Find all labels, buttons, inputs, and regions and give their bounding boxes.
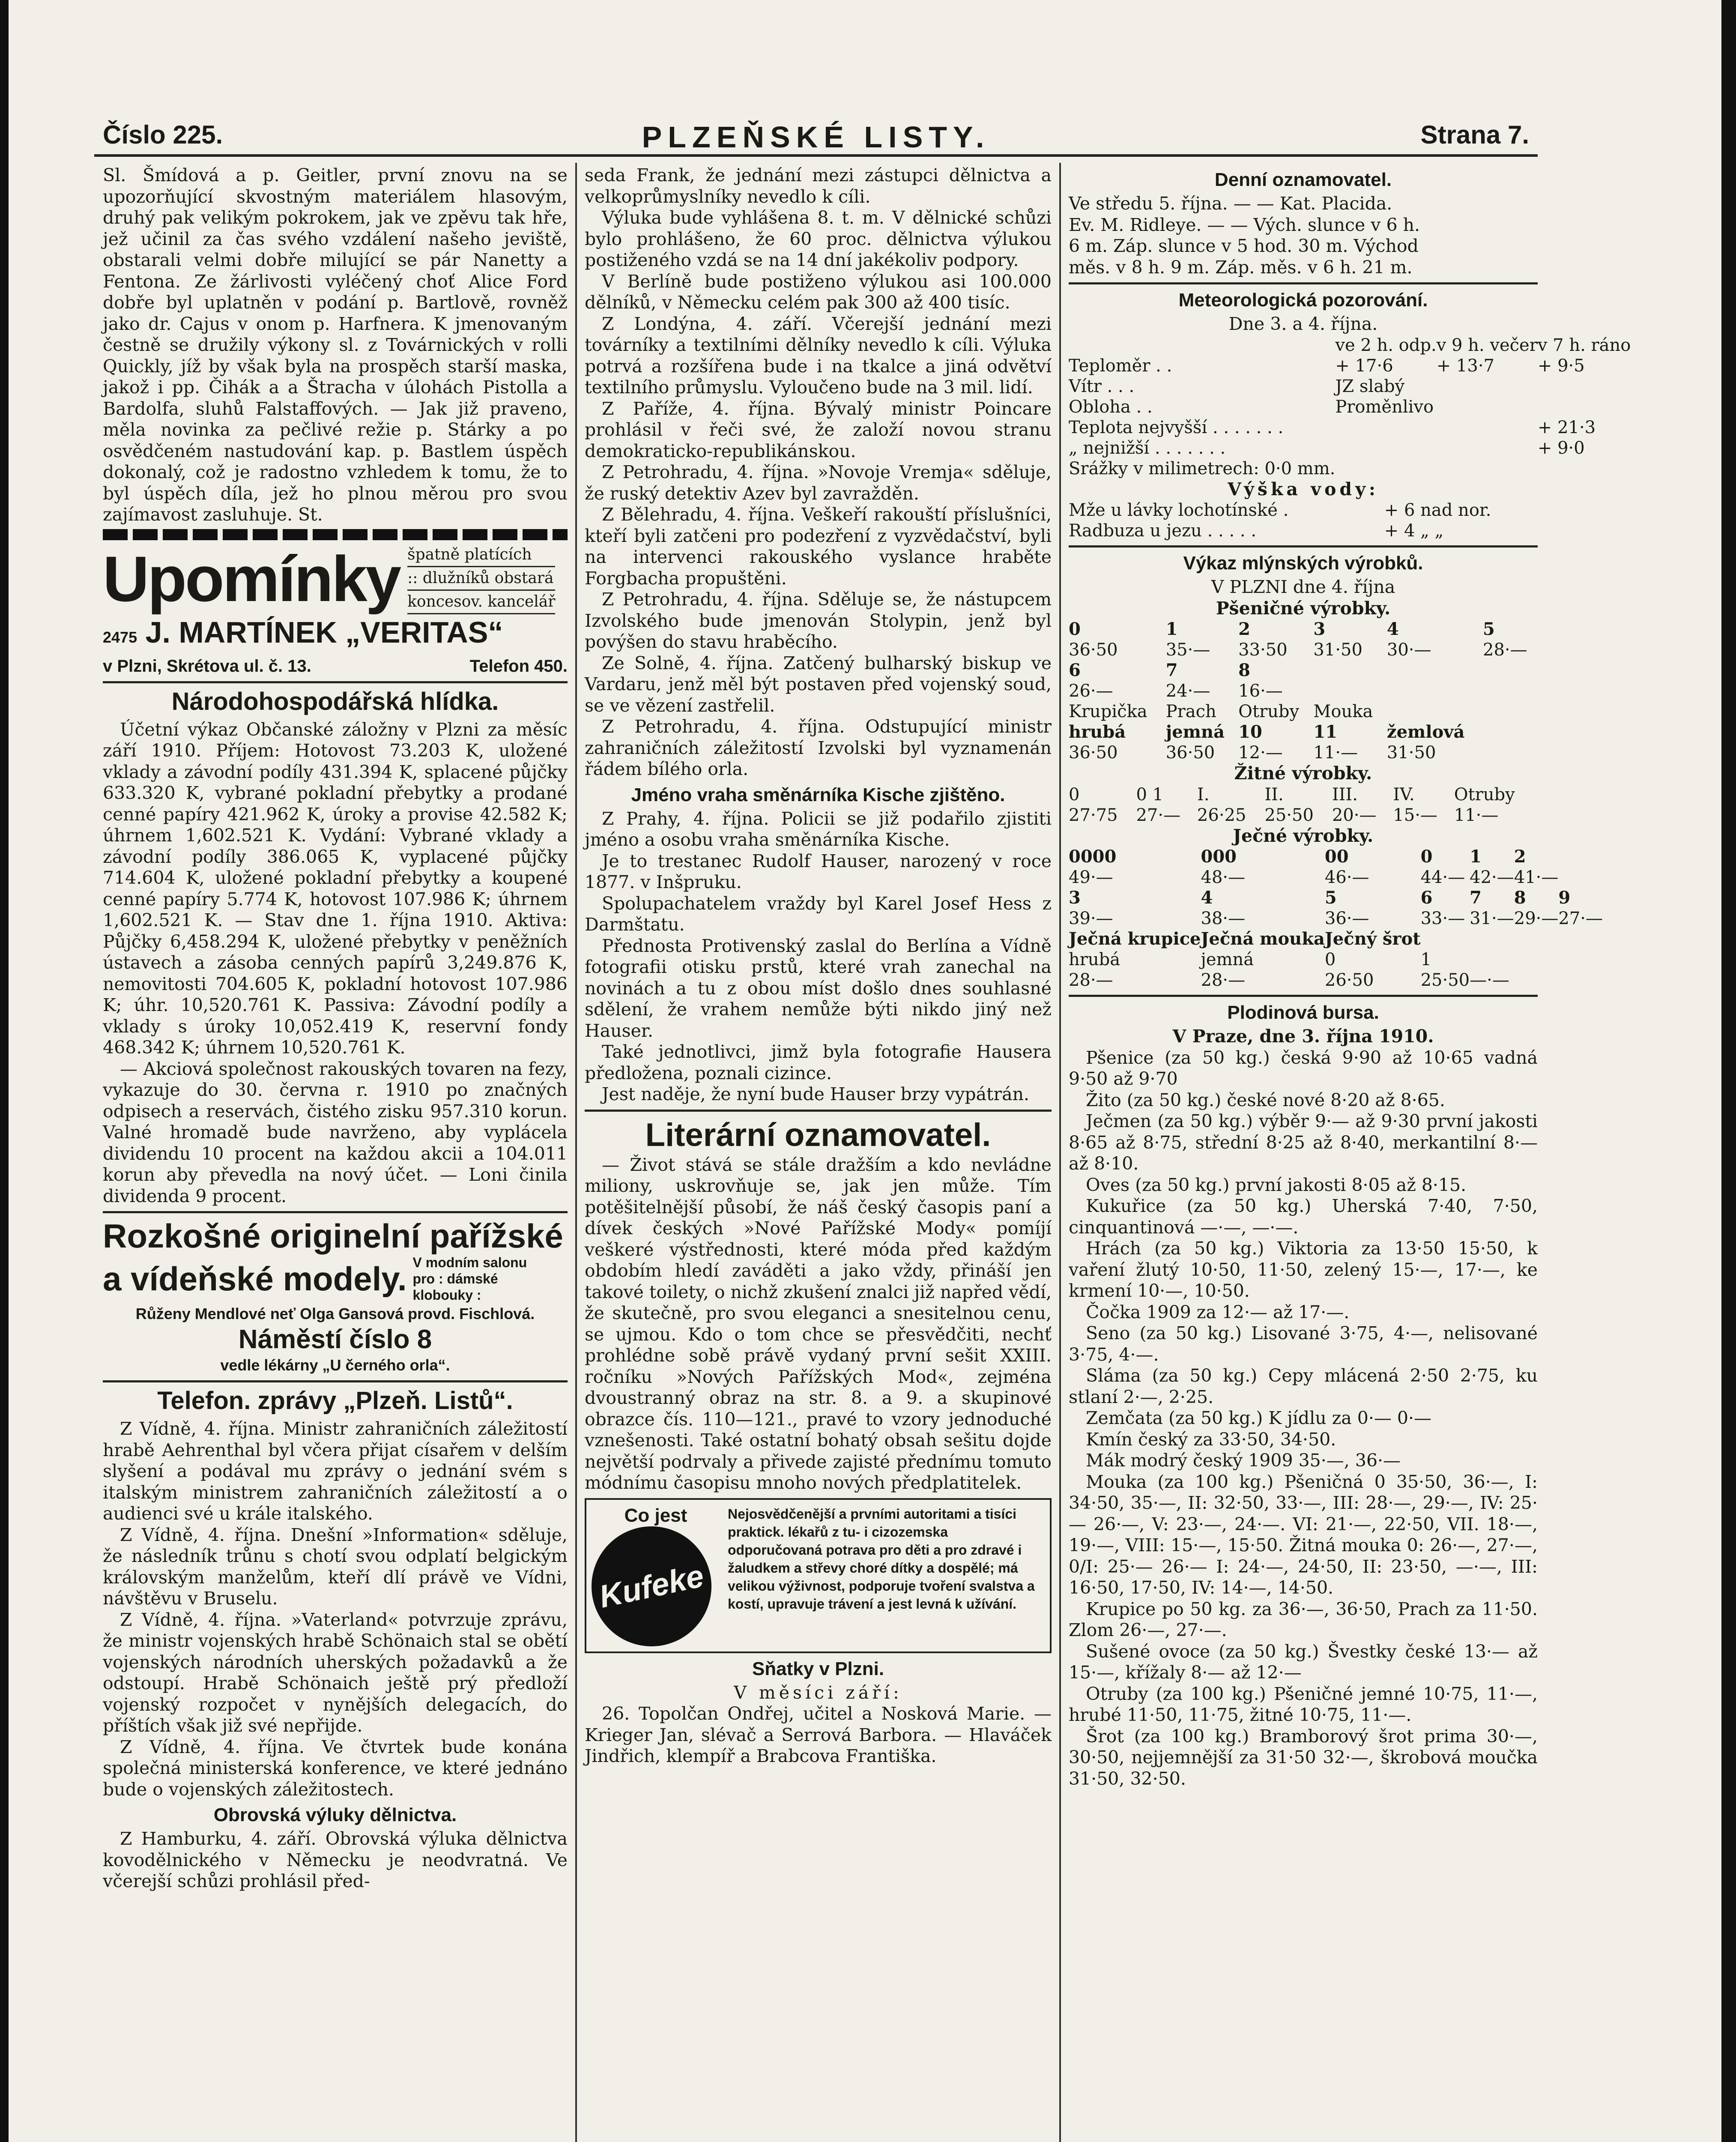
- table-cell: [1437, 438, 1538, 458]
- table-cell: IV.: [1393, 784, 1415, 805]
- article-text: seda Frank, že jednání mezi zástupci dělnictva a velkoprůmyslníky nevedlo k cíli.: [585, 165, 1052, 207]
- daily-line: měs. v 8 h. 9 m. Záp. měs. v 6 h. 21 m.: [1069, 257, 1413, 278]
- commodity-price: Šrot (za 100 kg.) Bramborový šrot prima 30·—, 30·50, nejjemnější za 31·50 32·—, škrobová moučka 31·50, 32·50.: [1069, 1726, 1538, 1789]
- ad-kufeke: [585, 1498, 1052, 1653]
- table-cell: [1437, 376, 1538, 397]
- table-cell: 25·50: [1264, 805, 1314, 825]
- table-cell: [1335, 417, 1436, 438]
- ad-upominky: [103, 544, 568, 677]
- commodity-price: Pšenice (za 50 kg.) česká 9·90 až 10·65 vadná 9·50 až 9·70: [1069, 1047, 1538, 1089]
- article-text: — Akciová společnost rakouských tovaren na fezy, vykazuje do 30. června r. 1910 po značných odpisech a reservách, čistého zisku 957.310 korun. Valné hromadě bude navrženo, aby vyplácela dividendu 10 procent na každou akcii a 104.011 korun aby převedla na nový účet. — Loni činila dividenda 9 procent.: [103, 1058, 568, 1206]
- table-cell: + 21·3: [1537, 417, 1596, 437]
- table-cell: 11·—: [1313, 743, 1358, 763]
- table-cell: 28·—: [1483, 640, 1527, 660]
- meteo-row: [1069, 376, 1631, 397]
- sub-heading: Pšeničné výrobky.: [1216, 598, 1391, 619]
- ad-side-line: špatně platících: [407, 544, 555, 567]
- section-heading: Denní oznamovatel.: [1214, 169, 1392, 190]
- table-cell: 7: [1165, 660, 1178, 680]
- rye-values: [1069, 805, 1538, 826]
- table-cell: 30·—: [1386, 640, 1431, 660]
- daily-line: Ve středu 5. října. — — Kat. Placida.: [1069, 193, 1392, 214]
- sub-heading: Ječné výrobky.: [1233, 825, 1374, 846]
- table-cell: 6: [1420, 888, 1433, 908]
- newspaper-page: [94, 107, 1631, 2142]
- wheat-values: [1069, 681, 1538, 701]
- table-cell: 000: [1201, 847, 1237, 867]
- barley-header: [1069, 949, 1603, 970]
- newspaper-title: PLZEŇSKÉ LISTY.: [642, 120, 990, 154]
- issue-number: Číslo 225.: [103, 120, 223, 149]
- article-text: Z Bělehradu, 4. října. Veškeří rakouští příslušníci, kteří byli zatčeni pro podezření z vyzvědačství, byli na intervenci rakouského vyslance hraběte Forgbacha propuštěni.: [585, 504, 1052, 589]
- table-cell: 4: [1201, 888, 1213, 908]
- table-cell: 26·25: [1197, 805, 1246, 825]
- article-text: Jest naděje, že nyní bude Hauser brzy vypátrán.: [602, 1084, 1030, 1104]
- table-cell: Teplota nejvyšší . . . . . . .: [1069, 417, 1284, 437]
- article-text: — Život stává se stále dražším a kdo nevládne miliony, uskrovňuje se, jak jen může. Tím potěšitelnější působí, že náš český časopis paní a dívek českých »Nové Pařížské Mody« pomíjí veškeré výstřednosti, které móda před každým obdobím hledí zaváděti a jako vždy, přináší jen takové toilety, o nichž zkušení znalci již napřed vědí, že skutečně, pro svou eleganci a snesitelnou cenu, se ujmou. Kdo o tom chce se přesvědčiti, nechť prohlédne sobě právě vydaný první sešit XXIII. ročníku »Nových Pařížských Mod«, zejména dvoustranný obraz na str. 8. a 9. a skupinové obrazce čís. 110—121., pravé to vzory jednoduché vznešenosti. Také ostatní bohatý obsah sešitu dojde největší podrvaly a přivede zajisté přednímu tomuto módnímu časopisu mnoho nových předplatitelek.: [585, 1154, 1052, 1493]
- section-heading: Národohospodářská hlídka.: [171, 687, 499, 715]
- ad-rozkosne-line: Náměstí číslo 8: [238, 1325, 432, 1354]
- table-cell: 3: [1313, 619, 1326, 639]
- table-cell: 25·50: [1420, 970, 1470, 990]
- table-cell: 42·—: [1470, 868, 1514, 887]
- table-cell: + 9·0: [1537, 438, 1585, 458]
- ad-kufeke-text: Nejosvědčenější a prvními autoritami a tisíci praktick. lékařů z tu- i cizozemska odporučovaná potrava pro děti a pro zdravé i žaludkem a střevy choré dítky a dospělé; má velikou výživnost, podporuje tvoření svalstva a kostí, upravuje trávení a jest levná k užívání.: [728, 1506, 1035, 1612]
- table-cell: 28·—: [1069, 970, 1113, 990]
- wheat-header: [1069, 722, 1538, 742]
- table-cell: Mže u lávky lochotínské .: [1069, 500, 1289, 520]
- table-cell: Mouka: [1313, 702, 1373, 721]
- table-cell: ve 2 h. odp.: [1335, 335, 1437, 355]
- commodity-price: Mouka (za 100 kg.) Pšeničná 0 35·50, 36·—, I: 34·50, 35·—, II: 32·50, 33·—, III: 28·—, 29·—, IV: 25·— 26·—, V: 23·—, 24·—. VI: 21·—, 22·50, VII. 18·—, 19·—, VIII: 15·—, 15·50. Žitná mouka 0: 26·—, 27·—, 0/I: 25·— 26·— I: 24·—, 24·50, II: 23·50, —·—, III: 16·50, 17·50, IV: 14·—, 14·50.: [1069, 1471, 1538, 1598]
- column-3: [1069, 165, 1631, 2142]
- article-text: Z Londýna, 4. září. Včerejší jednání mezi továrníky a textilními dělníky nevedlo k cíli. Výluka potrvá a rozšířena bude i na tkalce a jiná odvětví textilního průmyslu. Vyloučeno bude na 3 mil. lidí.: [585, 313, 1052, 398]
- table-cell: 27·75: [1069, 805, 1118, 825]
- table-cell: 12·—: [1238, 743, 1283, 763]
- table-cell: 8: [1514, 888, 1526, 908]
- table-cell: [1335, 458, 1436, 479]
- meteo-row: [1069, 417, 1631, 438]
- barley-header: [1069, 847, 1603, 867]
- table-cell: jemná: [1165, 722, 1225, 742]
- table-cell: 27·—: [1558, 909, 1603, 928]
- meteo-table: [1069, 335, 1631, 479]
- section-heading: Plodinová bursa.: [1227, 1002, 1379, 1023]
- section-heading: Meteorologická pozorování.: [1178, 290, 1428, 311]
- table-cell: 2: [1238, 619, 1251, 639]
- table-cell: + 17·6: [1335, 356, 1393, 376]
- bursa-date: V Praze, dne 3. října 1910.: [1172, 1026, 1434, 1047]
- table-cell: Ječná mouka: [1201, 929, 1325, 949]
- commodity-price: Čočka 1909 za 12·— až 17·—.: [1086, 1301, 1350, 1322]
- table-cell: 31·—: [1470, 909, 1514, 928]
- article-text: Z Vídně, 4. října. Ministr zahraničních záležitostí hrabě Aehrenthal byl včera přijat císařem v delším slyšení a podával mu zprávy o jednání svém s italským ministrem zahraničních záležitostí a o audienci své u krále italského.: [103, 1418, 568, 1524]
- sub-heading: Jméno vraha směnárníka Kische zjištěno.: [631, 784, 1005, 805]
- wheat-header: [1069, 619, 1538, 640]
- table-cell: + 9·5: [1537, 356, 1585, 376]
- article-text: Je to trestanec Rudolf Hauser, narozený v roce 1877. v Inšpruku.: [585, 850, 1052, 892]
- article-text: Ze Solně, 4. října. Zatčený bulharský biskup ve Vardaru, jenž měl být postaven před vojenský soud, se ve vězení zastřelil.: [585, 652, 1052, 716]
- table-cell: 31·50: [1313, 640, 1363, 660]
- commodity-prices: [1069, 1047, 1538, 1790]
- commodity-price: Žito (za 50 kg.) české nové 8·20 až 8·65.: [1086, 1089, 1445, 1110]
- article-text: Z Vídně, 4. října. Ve čtvrtek bude konána společná ministerská konference, ve které jednáno bude o vojenských záležitostech.: [103, 1736, 568, 1800]
- ad-border: [103, 529, 568, 540]
- table-cell: v 9 h. večer: [1436, 335, 1538, 355]
- article-text: Také jednotlivci, jimž byla fotografie Hausera předložena, poznali cizince.: [585, 1041, 1052, 1083]
- table-cell: 24·—: [1165, 681, 1210, 701]
- column-divider: [575, 163, 577, 2142]
- table-cell: 0 1: [1136, 784, 1164, 805]
- ad-phone: Telefon 450.: [469, 656, 568, 676]
- kufeke-logo-text: Kufeke: [596, 1558, 707, 1615]
- column-1: [103, 165, 568, 2142]
- column-2: [585, 165, 1052, 2142]
- table-cell: 15·—: [1393, 805, 1437, 825]
- commodity-price: Zemčata (za 50 kg.) K jídlu za 0·— 0·—: [1086, 1408, 1432, 1428]
- table-cell: 8: [1238, 660, 1251, 680]
- table-cell: [1437, 397, 1538, 417]
- kufeke-logo: [580, 1515, 723, 1657]
- ad-upominky-title: Upomínky: [103, 543, 400, 615]
- ad-side-line: :: dlužníků obstará: [407, 567, 555, 591]
- sub-heading: Výška vody:: [1227, 479, 1379, 500]
- ad-upominky-side: [407, 544, 555, 614]
- table-cell: 4: [1386, 619, 1399, 639]
- section-heading: Výkaz mlýnských výrobků.: [1183, 553, 1423, 574]
- rye-header: [1069, 784, 1538, 805]
- table-cell: 39·—: [1069, 909, 1113, 928]
- table-cell: 2: [1514, 847, 1526, 867]
- table-cell: Ječný šrot: [1324, 929, 1421, 949]
- table-cell: Krupička: [1069, 702, 1147, 721]
- column-divider: [1059, 163, 1061, 2142]
- table-cell: 0: [1069, 619, 1081, 639]
- section-heading: Telefon. zprávy „Plzeň. Listů“.: [157, 1387, 513, 1415]
- table-cell: 46·—: [1324, 868, 1369, 887]
- water-level-table: [1069, 500, 1538, 541]
- table-cell: 0: [1420, 847, 1433, 867]
- commodity-price: Otruby (za 100 kg.) Pšeničné jemné 10·75, 11·—, hrubé 11·50, 11·75, žitné 10·75, 11·—.: [1069, 1683, 1538, 1725]
- article-text: Přednosta Protivenský zaslal do Berlína a Vídně fotografii otisku prstů, které vrah zanechal na novinách a tu z obou míst došlo dnes souhlasné sdělení, že vrahem nemůže býti nikdo jiný než Hauser.: [585, 935, 1052, 1041]
- table-cell: 44·—: [1420, 868, 1465, 887]
- ad-rozkosne: [103, 1218, 568, 1376]
- table-cell: [1437, 417, 1538, 438]
- table-cell: jemná: [1201, 950, 1254, 969]
- table-cell: Obloha . .: [1069, 397, 1153, 417]
- barley-table: [1069, 847, 1603, 990]
- scan-border-right: [1721, 0, 1736, 2142]
- table-cell: —·—: [1470, 970, 1509, 990]
- commodity-price: Seno (za 50 kg.) Lisované 3·75, 4·—, nelisované 3·75, 4·—.: [1069, 1323, 1538, 1365]
- ad-kufeke-head: Co jest: [624, 1505, 687, 1526]
- table-cell: 36·50: [1165, 743, 1215, 763]
- theatre-review: Sl. Šmídová a p. Geitler, první znovu na se upozorňující skvostným materiálem hlasovým, druhý pak velikým pokrokem, jak ve zpěvu tak hře, jež učinil za čas svého vzdálení našeho jeviště, obstarali velmi dobře milující se pár Nanetty a Fentona. Ze žárlivosti vyléčený choť Alice Ford dobře byl uplatněn v podání p. Bartlově, rovněž jako dr. Cajus v onom p. Harfnera. K jmenovaným čestně se družily výkony sl. z Továrnických v rolli Quickly, jíž by však byla na prospěch starší maska, jakož i pp. Čihák a a Štracha v úlohách Pistolla a Bardolfa, sluhů Falstaffových. — Jak již praveno, měla novinka za pečlivé režie p. Stárky a po osvědčeném nastudování kap. p. Bastlem úspěch dokonalý, což je radostno vzhledem k tomu, že to byl úspěch díla, jež ho plnou měrou pro svou zajímavost zasluhuje. St.: [103, 165, 568, 525]
- table-cell: hrubá: [1069, 950, 1120, 969]
- meteo-row: [1069, 458, 1631, 479]
- table-cell: 1: [1420, 950, 1432, 969]
- ad-rozkosne-line: Rozkošné originelní pařížské: [103, 1217, 563, 1255]
- table-cell: 36·—: [1324, 909, 1369, 928]
- table-cell: Teploměr . .: [1069, 356, 1172, 376]
- meteo-row: [1069, 438, 1631, 458]
- table-cell: Prach: [1165, 702, 1216, 721]
- article-text: Z Petrohradu, 4. října. Odstupující ministr zahraničních záležitostí Izvolski byl vyznamenán řádem bílého orla.: [585, 716, 1052, 779]
- table-cell: 33·—: [1420, 909, 1465, 928]
- table-cell: 49·—: [1069, 868, 1113, 887]
- table-cell: 38·—: [1201, 909, 1246, 928]
- article-text: V Berlíně bude postiženo výlukou asi 100.000 dělníků, v Německu celém pak 300 až 400 tisíc.: [585, 271, 1052, 313]
- commodity-price: Oves (za 50 kg.) první jakosti 8·05 až 8·15.: [1086, 1174, 1467, 1195]
- table-cell: Vítr . . .: [1069, 376, 1135, 396]
- commodity-price: Hrách (za 50 kg.) Viktoria za 13·50 15·50, k vaření žlutý 10·50, 11·50, zelený 15·—, 17·—, ke krmení 10·—, 10·50.: [1069, 1238, 1538, 1301]
- article-text: Z Vídně, 4. října. »Vaterland« potvrzuje zprávu, že ministr vojenských hrabě Schönaich stal se obětí vojenských národních uherských požadavků a že odstoupí. Hrabě Schönaich ještě prý předloží vojenský rozpočet v nynějších delegacích, do příštích však již své nepřijde.: [103, 1609, 568, 1736]
- table-cell: hrubá: [1069, 722, 1126, 742]
- sub-heading: Žitné výrobky.: [1234, 763, 1372, 784]
- table-cell: 48·—: [1201, 868, 1246, 887]
- table-cell: v 7 h. ráno: [1537, 335, 1631, 355]
- table-cell: žemlová: [1386, 722, 1465, 742]
- table-cell: 35·—: [1165, 640, 1210, 660]
- wheat-header: [1069, 701, 1538, 722]
- ad-rozkosne-side: V modním salonu pro : dámské klobouky :: [412, 1255, 527, 1303]
- table-cell: Srážky v milimetrech: 0·0 mm.: [1069, 458, 1336, 479]
- masthead: [94, 107, 1538, 157]
- table-cell: 6: [1069, 660, 1081, 680]
- article-text: Výluka bude vyhlášena 8. t. m. V dělnické schůzi bylo prohlášeno, že 60 proc. dělnictva výlukou postiženého vzdá se na 14 dní jakékoliv podpory.: [585, 207, 1052, 270]
- table-cell: 11: [1313, 722, 1338, 742]
- table-cell: 33·50: [1238, 640, 1288, 660]
- meteo-row: [1069, 397, 1631, 417]
- table-cell: [1069, 335, 1335, 356]
- table-cell: III.: [1332, 784, 1358, 805]
- barley-header: [1069, 888, 1603, 908]
- water-row: [1069, 521, 1538, 541]
- article-text: Z Petrohradu, 4. října. Sděluje se, že nástupcem Izvolského bude jmenován Stolypin, jenž byl povýšen do stavu hraběcího.: [585, 589, 1052, 652]
- article-text: Spolupachatelem vraždy byl Karel Josef Hess z Darmštatu.: [585, 893, 1052, 935]
- table-cell: + 4 „ „: [1384, 521, 1444, 541]
- table-cell: 00: [1324, 847, 1349, 867]
- table-cell: Proměnlivo: [1335, 397, 1434, 417]
- page-number: Strana 7.: [1420, 120, 1529, 149]
- table-cell: Ječná krupice: [1069, 929, 1201, 949]
- wheat-values: [1069, 742, 1538, 763]
- table-cell: + 13·7: [1436, 356, 1494, 376]
- table-cell: Otruby: [1238, 702, 1300, 721]
- commodity-price: Sušené ovoce (za 50 kg.) Švestky české 13·— až 15·—, křížaly 8·— až 12·—: [1069, 1641, 1538, 1683]
- section-heading: Literární oznamovatel.: [645, 1116, 991, 1153]
- table-cell: 11·—: [1454, 805, 1499, 825]
- commodity-price: Krupice po 50 kg. za 36·—, 36·50, Prach za 11·50. Zlom 26·—, 27·—.: [1069, 1598, 1538, 1640]
- table-cell: + 6 nad nor.: [1384, 500, 1491, 520]
- table-cell: 1: [1165, 619, 1178, 639]
- meteo-date: Dne 3. a 4. října.: [1228, 314, 1378, 334]
- meteo-row: [1069, 356, 1631, 376]
- table-cell: 28·—: [1201, 970, 1246, 990]
- article-text: Z Prahy, 4. října. Policii se již podařilo zjistiti jméno a osobu vraha směnárníka Kische.: [585, 808, 1052, 850]
- table-cell: 10: [1238, 722, 1262, 742]
- table-cell: „ nejnižší . . . . . . .: [1069, 438, 1226, 458]
- table-cell: 5: [1483, 619, 1495, 639]
- table-cell: 9: [1558, 888, 1571, 908]
- table-cell: I.: [1197, 784, 1210, 805]
- ad-rozkosne-line: vedle lékárny „U černého orla“.: [220, 1356, 450, 1374]
- meteo-header: [1069, 335, 1631, 356]
- commodity-price: Mák modrý český 1909 35·—, 36·—: [1086, 1450, 1401, 1471]
- ad-address: v Plzni, Skrétova ul. č. 13.: [103, 656, 311, 676]
- table-cell: 36·50: [1069, 640, 1118, 660]
- sub-heading: V měsíci září:: [734, 1682, 902, 1703]
- table-cell: [1437, 458, 1538, 479]
- table-cell: 26·50: [1324, 970, 1374, 990]
- water-row: [1069, 500, 1538, 521]
- article-text: 26. Topolčan Ondřej, učitel a Nosková Marie. — Krieger Jan, slévač a Serrová Barbora. — Hlaváček Jindřich, klempíř a Brabcova Františka.: [585, 1703, 1052, 1766]
- table-cell: [1538, 376, 1631, 397]
- section-heading: Sňatky v Plzni.: [752, 1658, 884, 1679]
- table-cell: [1538, 397, 1631, 417]
- barley-values: [1069, 867, 1603, 888]
- table-cell: 41·—: [1514, 868, 1559, 887]
- table-cell: [1538, 458, 1631, 479]
- table-cell: 5: [1324, 888, 1337, 908]
- article-text: Účetní výkaz Občanské záložny v Plzni za měsíc září 1910. Příjem: Hotovost 73.203 K, uložené vklady a závodní podíly 431.394 K, splacené půjčky 633.320 K, vybrané pokladní přebytky a prodané cenné papíry 421.962 K, úroky a provise 42.582 K; úhrnem 1,602.521 K. Vydání: Vybrané vklady a závodní podíly 386.065 K, vyplacené půjčky 714.604 K, uložené pokladní přebytky a koupené cenné papíry 5.774 K, hotovost 107.986 K; úhrnem 1,602.521 K. — Stav dne 1. října 1910. Aktiva: Půjčky 6,458.294 K, uložené přebytky v peněžních ústavech a zásoba cenných papírů 3,249.876 K, nemovitosti 704.605 K, pokladní hotovost 107.986 K; úhr. 10,520.761 K. Passiva: Závodní podíly a vklady s úroky 10,052.419 K, reservní fondy 468.342 K; úhrnem 10,520.761 K.: [103, 719, 568, 1058]
- table-cell: 7: [1470, 888, 1482, 908]
- table-cell: [1335, 438, 1436, 458]
- scan-border-left: [0, 0, 9, 2142]
- commodity-price: Sláma (za 50 kg.) Cepy mlácená 2·50 2·75, ku stlaní 2·—, 2·25.: [1069, 1365, 1538, 1407]
- daily-line: 6 m. Záp. slunce v 5 hod. 30 m. Východ: [1069, 236, 1419, 256]
- barley-values: [1069, 970, 1603, 990]
- table-cell: Otruby: [1454, 784, 1515, 805]
- ad-rozkosne-line: a vídeňské modely.: [103, 1260, 407, 1298]
- wheat-values: [1069, 640, 1538, 660]
- article-text: Z Paříže, 4. října. Bývalý ministr Poincare prohlásil v řeči své, že založí novou stranu demokraticko-republikánskou.: [585, 398, 1052, 461]
- ad-rozkosne-line: Růženy Mendlové neť Olga Gansová provd. Fischlová.: [135, 1305, 535, 1322]
- wheat-header: [1069, 660, 1538, 681]
- table-cell: 20·—: [1332, 805, 1377, 825]
- table-cell: 26·—: [1069, 681, 1113, 701]
- table-cell: JZ slabý: [1335, 376, 1405, 396]
- table-cell: 16·—: [1238, 681, 1283, 701]
- rye-table: [1069, 784, 1538, 826]
- commodity-price: Kukuřice (za 50 kg.) Uherská 7·40, 7·50, cinquantinová —·—, —·—.: [1069, 1196, 1538, 1238]
- barley-header: [1069, 929, 1603, 949]
- sub-heading: Obrovská výluky dělnictva.: [213, 1804, 457, 1825]
- barley-values: [1069, 908, 1603, 929]
- commodity-price: Kmín český za 33·50, 34·50.: [1086, 1429, 1336, 1450]
- table-cell: Radbuza u jezu . . . . .: [1069, 521, 1257, 541]
- daily-calendar: [1069, 193, 1538, 278]
- table-cell: 29·—: [1514, 909, 1559, 928]
- sub-heading: V PLZNI dne 4. října: [1211, 577, 1395, 597]
- table-cell: 1: [1470, 847, 1482, 867]
- commodity-price: Ječmen (za 50 kg.) výběr 9·— až 9·30 první jakosti 8·65 až 8·75, střední 8·25 až 8·40, merkantilní 8·— až 8·10.: [1069, 1111, 1538, 1174]
- article-text: Z Petrohradu, 4. října. »Novoje Vremja« sděluje, že ruský detektiv Azev byl zavražděn.: [585, 462, 1052, 504]
- table-cell: 31·50: [1386, 743, 1436, 763]
- wheat-table: [1069, 619, 1538, 763]
- daily-line: Ev. M. Ridleye. — — Vých. slunce v 6 h.: [1069, 214, 1420, 235]
- article-text: Z Hamburku, 4. září. Obrovská výluka dělnictva kovodělnického v Německu je neodvratná. Ve včerejší schůzi prohlásil před-: [103, 1828, 568, 1891]
- ad-number: 2475: [103, 628, 137, 646]
- table-cell: 0: [1069, 784, 1080, 805]
- table-cell: 0: [1324, 950, 1336, 969]
- table-cell: II.: [1264, 784, 1284, 805]
- table-cell: 3: [1069, 888, 1081, 908]
- ad-company: J. MARTÍNEK „VERITAS“: [145, 615, 503, 649]
- article-text: Z Vídně, 4. října. Dnešní »Information« sděluje, že následník trůnu s chotí svou odplatí belgickým královským manželům, kteří dlí právě ve Vídni, návštěvu v Bruselu.: [103, 1524, 568, 1609]
- table-cell: 36·50: [1069, 743, 1118, 763]
- ad-side-line: koncesov. kancelář: [407, 591, 555, 614]
- table-cell: 0000: [1069, 847, 1117, 867]
- table-cell: 27·—: [1136, 805, 1181, 825]
